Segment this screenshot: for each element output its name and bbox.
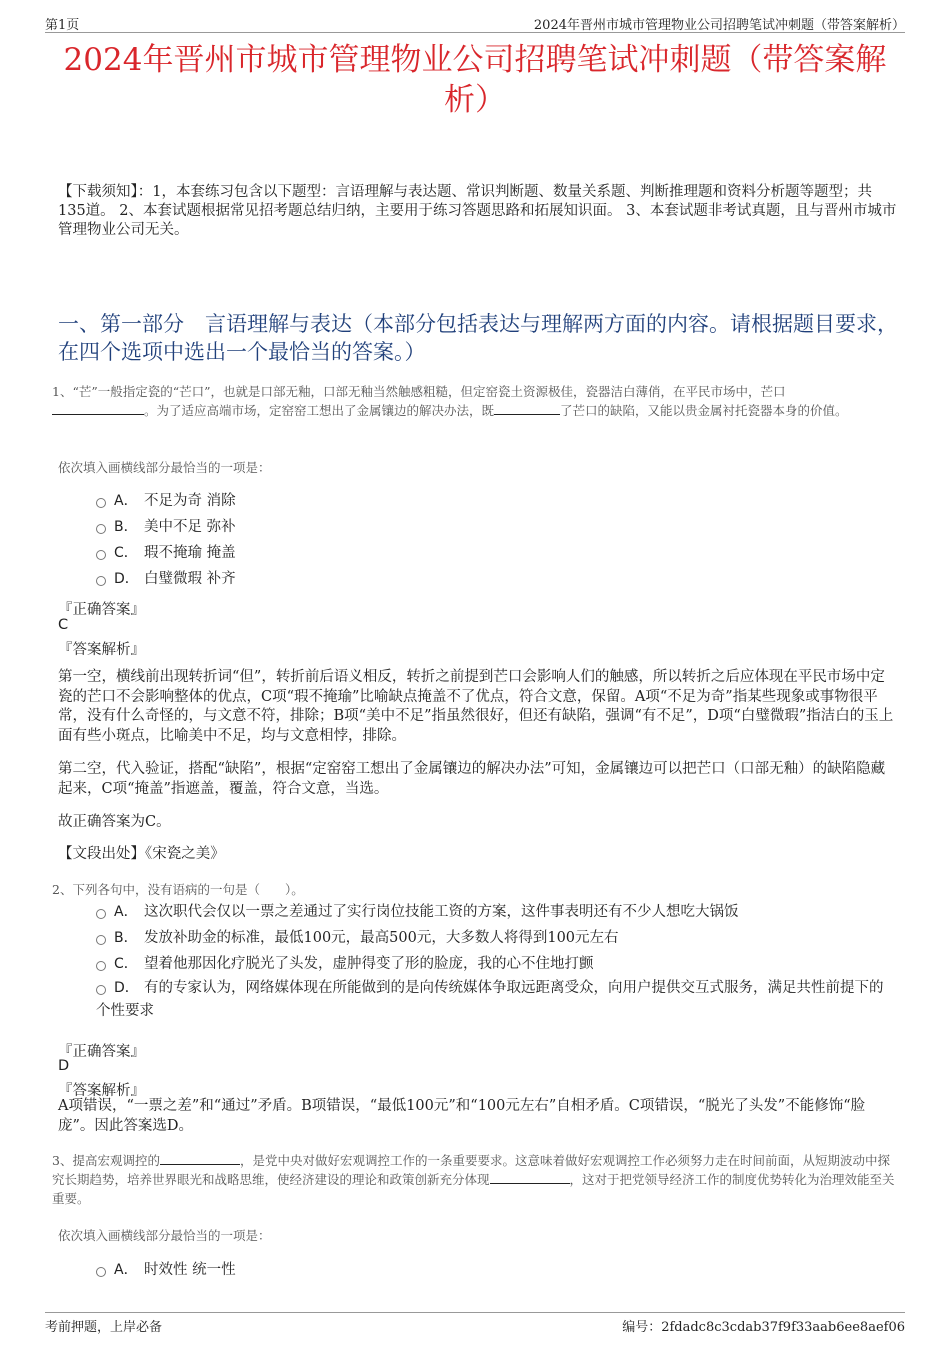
radio-icon[interactable] xyxy=(96,550,106,560)
footer-slogan: 考前押题，上岸必备 xyxy=(45,1320,163,1335)
question-3-text xyxy=(52,1151,900,1208)
q1-text-part-b: 。为了适应高端市场，定窑窑工想出了金属镶边的解决办法，既 xyxy=(144,403,495,418)
q1-analysis-paragraph-2: 第二空，代入验证，搭配“缺陷”，根据“定窑窑工想出了金属镶边的解决办法”可知，金属镶边可以把芒口（口部无釉）的缺陷隐藏起来，C项“掩盖”指遮盖，覆盖，符合文意，当选。 xyxy=(58,761,886,797)
q1-analysis-conclusion: 故正确答案为C。 xyxy=(58,814,171,830)
q1-blank-1 xyxy=(52,401,144,415)
q2-option-c[interactable]: C． 望着他那因化疗脱光了头发，虚肿得变了形的脸庞，我的心不住地打颤 xyxy=(96,951,896,977)
radio-icon[interactable] xyxy=(96,498,106,508)
page-footer xyxy=(45,1312,905,1335)
q1-correct-answer-label: 『正确答案』 xyxy=(58,602,145,618)
q2-analysis-label: 『答案解析』 xyxy=(58,1083,145,1099)
radio-icon[interactable] xyxy=(96,935,106,945)
q3-text-part-a: 3、提高宏观调控的 xyxy=(52,1153,160,1168)
q2-option-b[interactable]: B． 发放补助金的标准，最低100元，最高500元，大多数人将得到100元左右 xyxy=(96,925,896,951)
q1-blank-2 xyxy=(494,401,560,415)
q1-option-b[interactable]: B． 美中不足 弥补 xyxy=(96,514,896,540)
question-2-text: 2、下列各句中，没有语病的一句是（ ）。 xyxy=(52,882,304,897)
q1-text-part-c: 了芒口的缺陷，又能以贵金属衬托瓷器本身的价值。 xyxy=(560,403,848,418)
document-title: 2024年晋州市城市管理物业公司招聘笔试冲刺题（带答案解析） xyxy=(63,42,887,118)
q2-option-a[interactable]: A． 这次职代会仅以一票之差通过了实行岗位技能工资的方案，这件事表明还有不少人想吃大锅饭 xyxy=(96,899,896,925)
radio-icon[interactable] xyxy=(96,1267,106,1277)
radio-icon[interactable] xyxy=(96,576,106,586)
q1-fill-prompt: 依次填入画横线部分最恰当的一项是： xyxy=(58,460,271,475)
radio-icon[interactable] xyxy=(96,524,106,534)
q2-option-d[interactable]: D． 有的专家认为，网络媒体现在所能做到的是向传统媒体争取远距离受众，向用户提供交互式服务，满足共性前提下的个性要求 xyxy=(96,980,884,1019)
page-number: 第1页 xyxy=(45,18,80,33)
q1-option-a[interactable]: A． 不足为奇 消除 xyxy=(96,488,896,514)
q1-analysis-label: 『答案解析』 xyxy=(58,642,145,658)
radio-icon[interactable] xyxy=(96,961,106,971)
q1-analysis-paragraph-1: 第一空，横线前出现转折词“但”，转折前后语义相反，转折之前提到芒口会影响人们的触感，所以转折之后应体现在平民市场中定瓷的芒口不会影响整体的优点，C项“瑕不掩瑜”比喻缺点掩盖不了优点，符合文意，保留。A项“不足为奇”指某些现象或事物很平常，没有什么奇怪的，与文意不符，排除；B项“美中不足”指虽然很好，但还有缺陷，强调“有不足”，D项“白璧微瑕”指洁白的玉上面有些小斑点，比喻美中不足，均与文意相悖，排除。 xyxy=(58,669,894,744)
q1-text-part-a: 1、“芒”一般指定瓷的“芒口”，也就是口部无釉，口部无釉当然触感粗糙，但定窑瓷土资源极佳，瓷器洁白薄俏，在平民市场中，芒口 xyxy=(52,384,786,399)
footer-code: 编号：2fdadc8c3cdab37f9f33aab6ee8aef06 xyxy=(622,1320,905,1335)
radio-icon[interactable] xyxy=(96,909,106,919)
q3-blank-2 xyxy=(490,1170,570,1184)
section-heading: 一、第一部分 言语理解与表达（本部分包括表达与理解两方面的内容。请根据题目要求，在四个选项中选出一个最恰当的答案。） xyxy=(58,312,898,364)
q1-correct-answer: C xyxy=(58,617,69,633)
q3-fill-prompt: 依次填入画横线部分最恰当的一项是： xyxy=(58,1228,271,1243)
q1-source: 【文段出处】《宋瓷之美》 xyxy=(58,846,225,862)
q3-blank-1 xyxy=(160,1151,240,1165)
q2-correct-answer-label: 『正确答案』 xyxy=(58,1044,145,1060)
question-1-text xyxy=(52,382,900,420)
q3-text-part-c: ，这对于把党领导经济工作的制度优势转化为治理效能至关重要。 xyxy=(52,1172,895,1206)
header-doc-title: 2024年晋州市城市管理物业公司招聘笔试冲刺题（带答案解析） xyxy=(533,18,905,33)
download-notice: 【下载须知】：1，本套练习包含以下题型：言语理解与表达题、常识判断题、数量关系题、判断推理题和资料分析题等题型；共135道。 2、本套试题根据常见招考题总结归纳，主要用于练习答题思路和拓展知识面。 3、本套试题非考试真题，且与晋州市城市管理物业公司无关。 xyxy=(58,184,897,238)
q2-analysis: A项错误，“一票之差”和“通过”矛盾。B项错误，“最低100元”和“100元左右”自相矛盾。C项错误，“脱光了头发”不能修饰“脸庞”。因此答案选D。 xyxy=(58,1098,866,1134)
q1-option-c[interactable]: C． 瑕不掩瑜 掩盖 xyxy=(96,540,896,566)
q1-option-d[interactable]: D． 白璧微瑕 补齐 xyxy=(96,566,896,592)
q2-correct-answer: D xyxy=(58,1058,70,1074)
q3-text-part-b: ，是党中央对做好宏观调控工作的一条重要要求。这意味着做好宏观调控工作必须努力走在时间前面，从短期波动中探究长期趋势，培养世界眼光和战略思维，使经济建设的理论和政策创新充分体现 xyxy=(52,1153,890,1187)
q3-option-a[interactable]: A． 时效性 统一性 xyxy=(96,1257,896,1283)
radio-icon[interactable] xyxy=(96,985,106,995)
page-header xyxy=(45,10,905,33)
